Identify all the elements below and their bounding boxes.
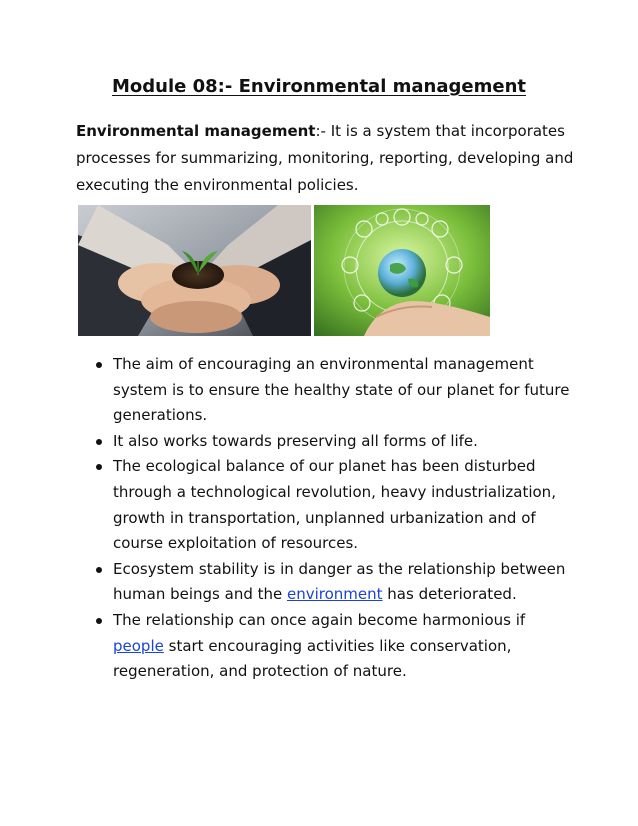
bullet-icon <box>96 567 102 573</box>
list-item-text: start encouraging activities like conservation, regeneration, and protection of nature. <box>113 636 512 681</box>
people-link[interactable]: people <box>113 636 164 655</box>
list-item-text: Ecosystem stability is in danger as the relationship between human beings and the <box>113 559 566 604</box>
list-item <box>96 608 576 685</box>
hands-seedling-image <box>78 205 311 336</box>
list-item-text: It also works towards preserving all forms of life. <box>113 431 478 450</box>
intro-term: Environmental management <box>76 122 316 140</box>
bullet-icon <box>96 618 102 624</box>
list-item <box>96 557 576 608</box>
intro-definition: :- It is a system that incorporates processes for summarizing, monitoring, reporting, developing and executing the environmental policies. <box>76 122 574 194</box>
environment-link[interactable]: environment <box>287 585 383 604</box>
image-row <box>78 205 490 336</box>
bullet-list <box>96 352 576 685</box>
intro-paragraph <box>76 118 576 199</box>
list-item <box>96 352 576 429</box>
bullet-icon <box>96 362 102 368</box>
list-item <box>96 429 576 455</box>
list-item-text: has deteriorated. <box>382 585 517 604</box>
globe-eco-icons-image <box>314 205 490 336</box>
bullet-icon <box>96 464 102 470</box>
list-item-text: The ecological balance of our planet has been disturbed through a technological revolution, heavy industrialization, growth in transportation, unplanned urbanization and of course exploitation of resources. <box>113 457 556 553</box>
list-item-text: The relationship can once again become harmonious if <box>113 610 526 629</box>
list-item-text: The aim of encouraging an environmental management system is to ensure the healthy state of our planet for future generations. <box>113 355 570 425</box>
bullet-icon <box>96 439 102 445</box>
page-title: Module 08:- Environmental management <box>112 76 526 97</box>
list-item <box>96 454 576 556</box>
